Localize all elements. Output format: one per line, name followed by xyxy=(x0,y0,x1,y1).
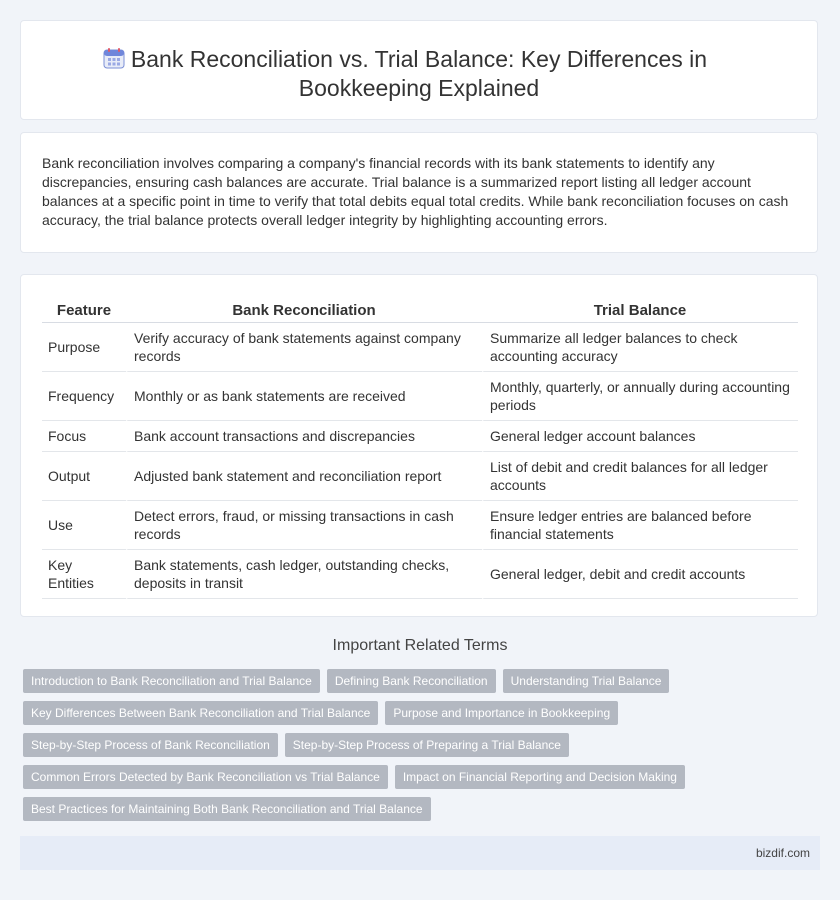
bank-cell: Detect errors, fraud, or missing transactions in cash records xyxy=(126,501,482,550)
footer xyxy=(20,836,820,870)
related-term-tag[interactable]: Introduction to Bank Reconciliation and Trial Balance xyxy=(23,669,320,693)
feature-cell: Purpose xyxy=(42,323,126,372)
feature-cell: Frequency xyxy=(42,372,126,421)
table-row xyxy=(42,501,798,550)
trial-cell: Summarize all ledger balances to check accounting accuracy xyxy=(482,323,798,372)
bank-cell: Adjusted bank statement and reconciliation report xyxy=(126,452,482,501)
related-term-tag[interactable]: Key Differences Between Bank Reconciliation and Trial Balance xyxy=(23,701,378,725)
table-row xyxy=(42,421,798,452)
bank-cell: Verify accuracy of bank statements against company records xyxy=(126,323,482,372)
header-trial-balance: Trial Balance xyxy=(482,295,798,323)
related-term-tag[interactable]: Impact on Financial Reporting and Decision Making xyxy=(395,765,685,789)
bank-cell: Bank statements, cash ledger, outstanding checks, deposits in transit xyxy=(126,550,482,599)
related-term-tag[interactable]: Common Errors Detected by Bank Reconciliation vs Trial Balance xyxy=(23,765,388,789)
comparison-table xyxy=(42,295,798,599)
related-terms-list xyxy=(23,669,803,829)
table-row xyxy=(42,323,798,372)
feature-cell: Key Entities xyxy=(42,550,126,599)
related-term-tag[interactable]: Step-by-Step Process of Bank Reconciliation xyxy=(23,733,278,757)
table-row xyxy=(42,452,798,501)
page-title: Bank Reconciliation vs. Trial Balance: Key Differences in Bookkeeping Explained xyxy=(130,46,708,101)
related-term-tag[interactable]: Step-by-Step Process of Preparing a Trial Balance xyxy=(285,733,569,757)
bank-cell: Monthly or as bank statements are received xyxy=(126,372,482,421)
intro-paragraph: Bank reconciliation involves comparing a company's financial records with its bank statements to identify any discrepancies, ensuring cash balances are accurate. Trial balance is a summarized report listing all ledger account balances at a specific point in time to verify that total debits equal total credits. While bank reconciliation focuses on cash accuracy, the trial balance protects overall ledger integrity by highlighting accounting errors. xyxy=(42,155,789,228)
intro-card xyxy=(20,132,818,253)
related-term-tag[interactable]: Understanding Trial Balance xyxy=(503,669,670,693)
related-terms-title: Important Related Terms xyxy=(332,637,508,654)
trial-cell: General ledger account balances xyxy=(482,421,798,452)
feature-cell: Output xyxy=(42,452,126,501)
trial-cell: General ledger, debit and credit accounts xyxy=(482,550,798,599)
related-term-tag[interactable]: Purpose and Importance in Bookkeeping xyxy=(385,701,618,725)
site-name[interactable]: bizdif.com xyxy=(755,846,810,860)
table-row xyxy=(42,550,798,599)
related-term-tag[interactable]: Defining Bank Reconciliation xyxy=(327,669,496,693)
feature-cell: Use xyxy=(42,501,126,550)
table-header-row xyxy=(42,295,798,323)
header-bank-reconciliation: Bank Reconciliation xyxy=(126,295,482,323)
table-row xyxy=(42,372,798,421)
related-term-tag[interactable]: Best Practices for Maintaining Both Bank Reconciliation and Trial Balance xyxy=(23,797,431,821)
header-card xyxy=(20,20,818,120)
feature-cell: Focus xyxy=(42,421,126,452)
trial-cell: List of debit and credit balances for all ledger accounts xyxy=(482,452,798,501)
trial-cell: Monthly, quarterly, or annually during accounting periods xyxy=(482,372,798,421)
bank-cell: Bank account transactions and discrepancies xyxy=(126,421,482,452)
header-feature: Feature xyxy=(42,295,126,323)
comparison-card xyxy=(20,274,818,617)
trial-cell: Ensure ledger entries are balanced before financial statements xyxy=(482,501,798,550)
